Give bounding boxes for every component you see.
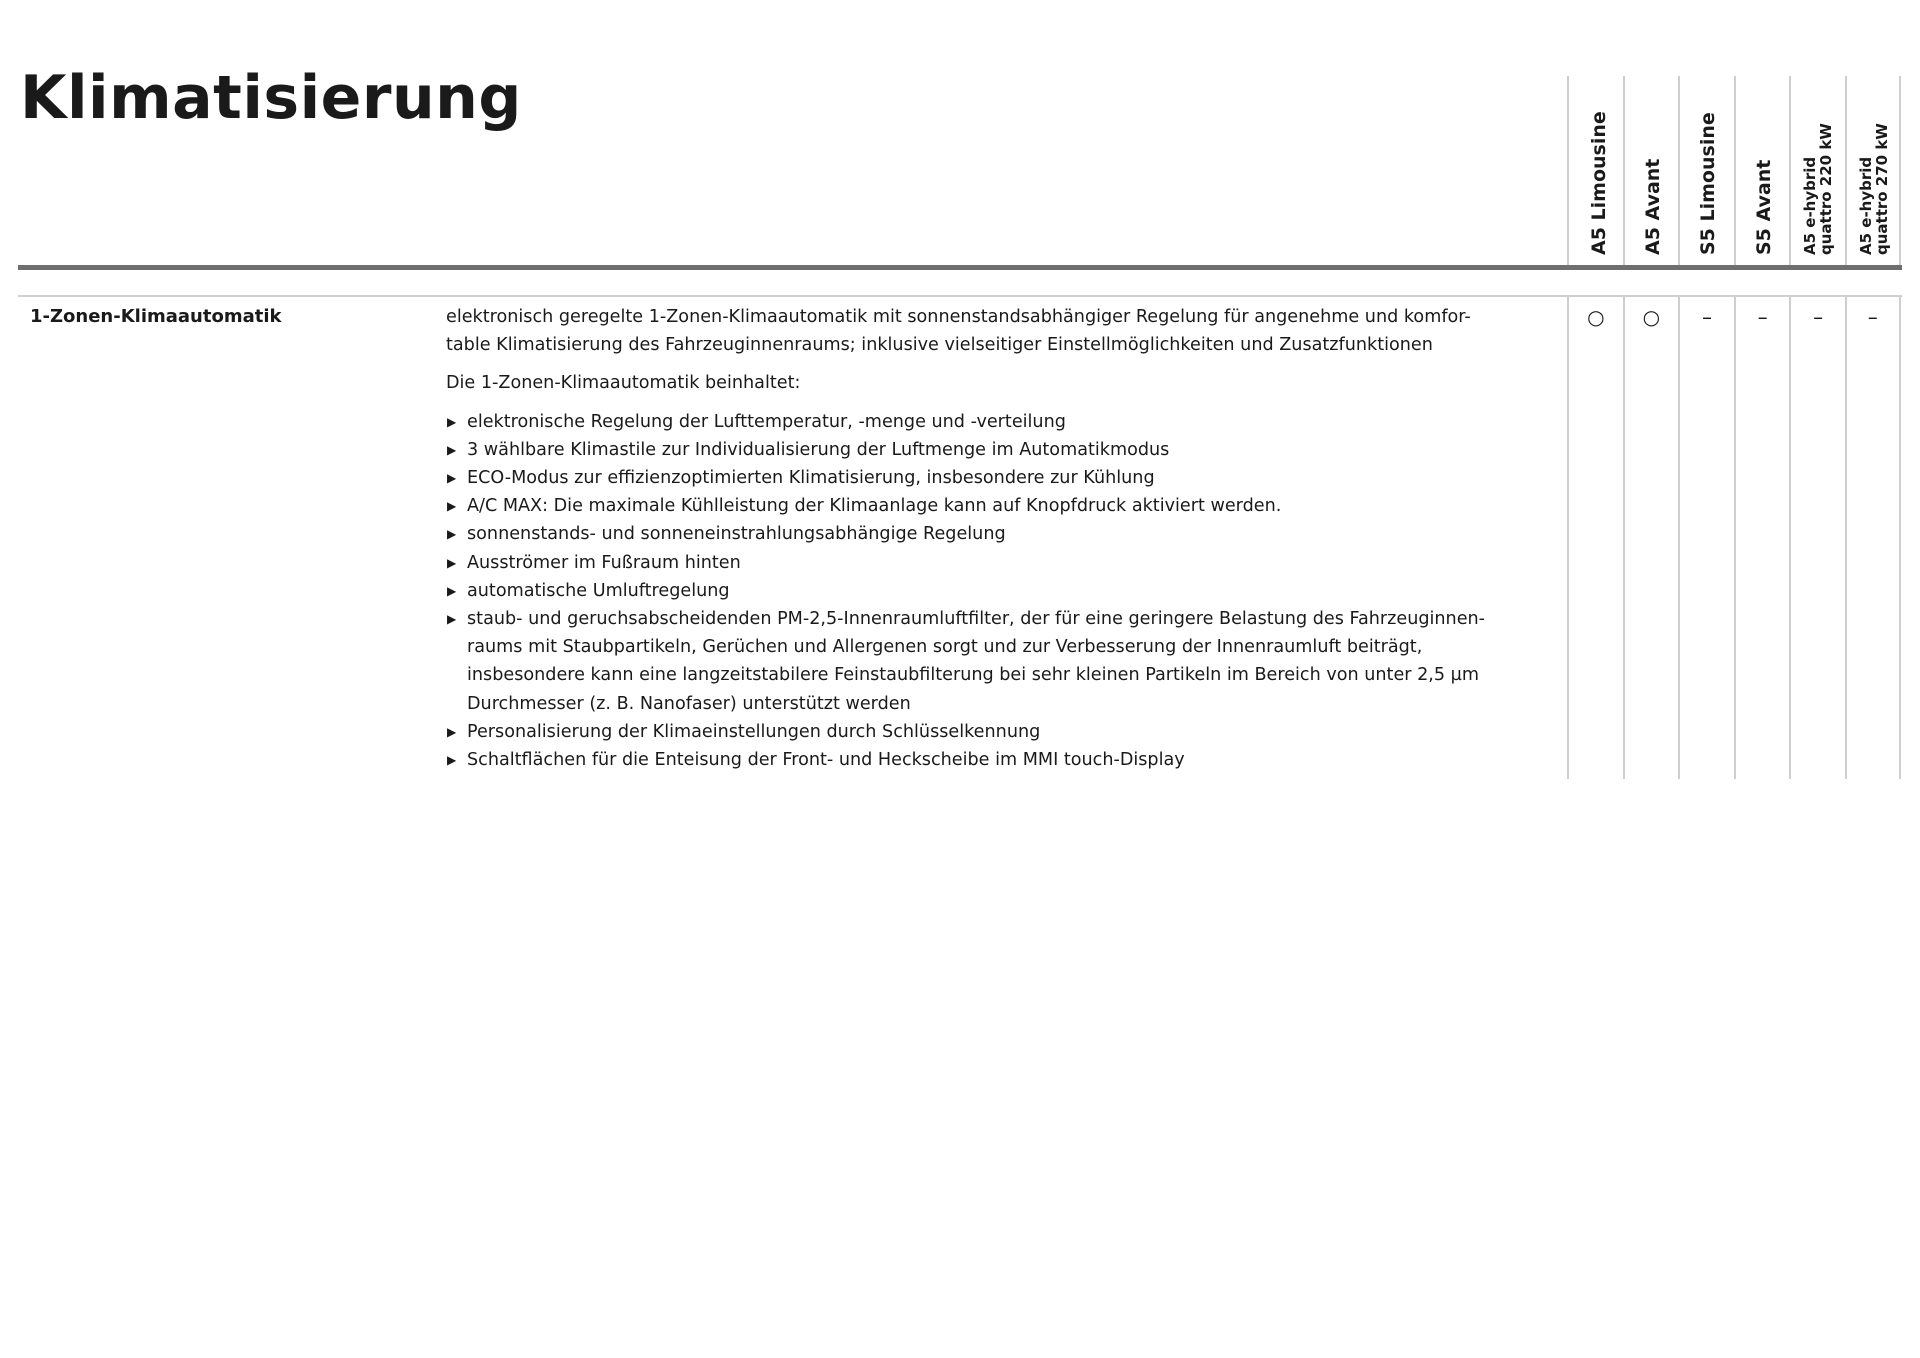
- list-item: [446, 408, 1561, 436]
- list-item-text: Personalisierung der Klimaeinstellungen durch Schlüsselkennung: [467, 721, 1041, 742]
- model-header-label: A5 Limousine: [1588, 111, 1610, 255]
- list-item-text: 3 wählbare Klimastile zur Individualisierung der Luftmenge im Automatikmodus: [467, 439, 1170, 460]
- model-header-s5-avant: [1734, 76, 1790, 265]
- model-header-label-line2: quattro 270 kW: [1872, 123, 1891, 255]
- availability-a5-e-hybrid-220: –: [1789, 297, 1845, 779]
- model-header-label-line1: A5 e-hybrid: [1856, 156, 1875, 255]
- description-text: elektronisch geregelte 1-Zonen-Klimaautomatik mit sonnenstandsabhängiger Regelung für angenehme und komfor- table Klimatisierung des Fahrzeuginnenraums; inklusive vielseitiger Einstellmöglichkeiten und Zusatzfunktionen: [446, 307, 1471, 356]
- list-item-text: sonnenstands- und sonneneinstrahlungsabhängige Regelung: [467, 524, 1006, 545]
- availability-s5-avant: –: [1734, 297, 1790, 779]
- model-header-a5-limousine: [1567, 76, 1623, 265]
- model-header-label-svg: [1791, 76, 1847, 265]
- list-item: [446, 605, 1561, 718]
- model-header-label: S5 Limousine: [1697, 112, 1720, 255]
- availability-a5-avant: ○: [1623, 297, 1679, 779]
- triangle-bullet-icon: ▶: [447, 442, 457, 457]
- availability-a5-limousine: ○: [1567, 297, 1623, 779]
- list-item: [446, 464, 1561, 492]
- triangle-bullet-icon: ▶: [447, 414, 457, 429]
- triangle-bullet-icon: ▶: [447, 471, 457, 486]
- triangle-bullet-icon: ▶: [447, 612, 457, 627]
- model-header-a5-e-hybrid-220: [1789, 76, 1845, 265]
- model-header-a5-avant: [1623, 76, 1679, 265]
- triangle-bullet-icon: ▶: [447, 724, 457, 739]
- triangle-bullet-icon: ▶: [447, 527, 457, 542]
- model-header-label: S5 Avant: [1752, 159, 1775, 255]
- list-item: [446, 549, 1561, 577]
- description-intro: Die 1-Zonen-Klimaautomatik beinhaltet:: [446, 373, 801, 394]
- triangle-bullet-icon: ▶: [447, 555, 457, 570]
- model-column-headers: [1567, 76, 1901, 265]
- model-header-label-svg: [1569, 76, 1610, 255]
- triangle-bullet-icon: ▶: [447, 499, 457, 514]
- list-item: [446, 492, 1561, 520]
- feature-name: 1-Zonen-Klimaautomatik: [30, 306, 282, 327]
- feature-description: [446, 303, 1561, 774]
- model-header-label-line1: A5 e-hybrid: [1801, 156, 1820, 255]
- list-item: [446, 577, 1561, 605]
- header-divider: [18, 265, 1902, 270]
- list-item-text: A/C MAX: Die maximale Kühlleistung der Klimaanlage kann auf Knopfdruck aktiviert werden.: [467, 496, 1282, 517]
- list-item-text: Ausströmer im Fußraum hinten: [467, 552, 741, 573]
- table-row: [18, 295, 1902, 779]
- list-item-text: staub- und geruchsabscheidenden PM-2,5-Innenraumluftfilter, der für eine geringere Belastung des Fahrzeuginnen- raums mit Staubpartikeln, Gerüchen und Allergenen sorgt und zur Verbesserung der Innenraumluft beiträgt, insbesondere kann eine langzeitstabilere Feinstaubfilterung bei sehr kleinen Partikeln im Bereich von unter 2,5 µm Durchmesser (z. B. Nanofaser) unterstützt werden: [467, 609, 1486, 714]
- availability-s5-limousine: –: [1678, 297, 1734, 779]
- model-header-label-line2: quattro 220 kW: [1817, 123, 1836, 255]
- triangle-bullet-icon: ▶: [447, 753, 457, 768]
- page-title: Klimatisierung: [20, 63, 522, 133]
- model-header-label-svg: [1736, 76, 1792, 265]
- model-header-s5-limousine: [1678, 76, 1734, 265]
- list-item-text: ECO-Modus zur effizienzoptimierten Klimatisierung, insbesondere zur Kühlung: [467, 468, 1155, 489]
- model-header-label-svg: [1847, 76, 1903, 265]
- list-item: [446, 436, 1561, 464]
- feature-bullet-list: [446, 408, 1561, 775]
- list-item: [446, 520, 1561, 548]
- list-item-text: Schaltflächen für die Enteisung der Front- und Heckscheibe im MMI touch-Display: [467, 750, 1185, 771]
- list-item: [446, 718, 1561, 746]
- model-header-label: A5 Avant: [1641, 158, 1664, 255]
- availability-a5-e-hybrid-270: –: [1845, 297, 1901, 779]
- list-item-text: elektronische Regelung der Lufttemperatur, -menge und -verteilung: [467, 411, 1066, 432]
- availability-columns: [1567, 297, 1901, 779]
- model-header-label-svg: [1680, 76, 1736, 265]
- triangle-bullet-icon: ▶: [447, 583, 457, 598]
- model-header-label-svg: [1625, 76, 1681, 265]
- list-item: [446, 746, 1561, 774]
- model-header-a5-e-hybrid-270: [1845, 76, 1901, 265]
- list-item-text: automatische Umluftregelung: [467, 580, 730, 601]
